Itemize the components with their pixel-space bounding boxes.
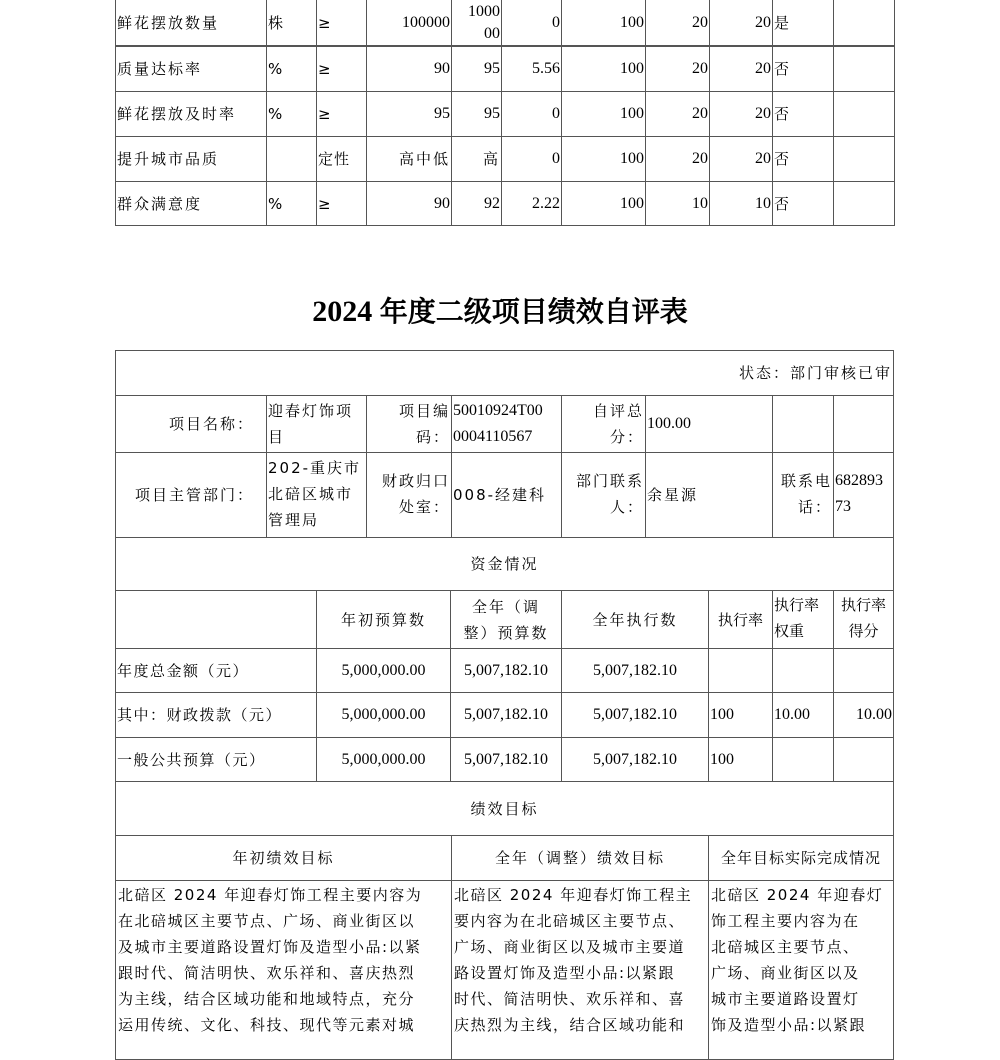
funds-label-text: 其中：财政拨款（元）: [117, 706, 283, 724]
indicator-score-text: 20: [755, 105, 771, 122]
funds-initial-text: 5,000,000.00: [341, 706, 426, 723]
funds-executed: [561, 648, 709, 693]
funds-score: [833, 737, 894, 782]
goal-text-line: 北碚区 2024 年迎春灯饰工程主要内容为: [118, 886, 423, 904]
status-row: [115, 350, 894, 396]
goal-text-line: 饰工程主要内容为在: [711, 912, 860, 930]
indicator-unit-text: 株: [268, 13, 285, 32]
funds-adjusted-text: 5,007,182.10: [464, 750, 548, 768]
funds-rate: [708, 692, 773, 738]
phone-label: 联系电 话：: [772, 452, 834, 538]
self-score-label: 自评总 分：: [561, 395, 646, 453]
indicator-operator: [316, 91, 367, 137]
indicator-deviation-text: 2.22: [532, 194, 560, 212]
indicator-score: [709, 0, 773, 46]
goals-section-title: 绩效目标: [115, 781, 894, 836]
indicator-operator-text: ≥: [318, 105, 332, 123]
funds-initial: [316, 648, 451, 693]
indicator-score-base: [561, 91, 646, 137]
indicator-score: [709, 91, 773, 137]
indicator-weight: [645, 181, 710, 226]
page-title: [0, 290, 1000, 330]
indicator-unit: [266, 46, 317, 92]
indicator-score-base-text: 100: [620, 60, 644, 77]
indicator-score: [709, 46, 773, 92]
indicator-unit-text: %: [268, 60, 284, 78]
indicator-operator: [316, 0, 367, 46]
indicator-operator-text: ≥: [318, 13, 332, 32]
funds-adjusted-text: 5,007,182.10: [464, 706, 548, 723]
indicator-score-base: [561, 136, 646, 182]
indicator-operator-text: ≥: [318, 60, 332, 78]
goal-text-line: 广场、商业街区以及: [711, 964, 860, 982]
funds-initial-text: 5,000,000.00: [341, 661, 426, 679]
funds-executed-text: 5,007,182.10: [593, 661, 677, 679]
empty-cell: [833, 395, 894, 453]
funds-weight: [772, 692, 834, 738]
goal-text-line: 饰及造型小品:以紧跟: [711, 1016, 867, 1034]
goal-text-line: 北碚区 2024 年迎春灯饰工程主: [454, 886, 693, 904]
indicator-operator-text: 定性: [318, 150, 351, 168]
indicator-actual-text: 高: [482, 150, 500, 168]
indicator-actual: [451, 0, 502, 46]
indicator-score: [709, 136, 773, 182]
indicator-actual-line: 00: [484, 25, 500, 42]
indicator-score-text: 20: [755, 13, 771, 31]
indicator-weight-text: 20: [692, 13, 708, 31]
indicator-flag-text: 是: [774, 13, 792, 32]
indicator-unit-text: %: [268, 105, 284, 123]
goal-text-line: 北碚城区主要节点、: [711, 938, 860, 956]
indicator-deviation: [501, 91, 562, 137]
indicator-name-text: 群众满意度: [117, 194, 203, 213]
funds-initial: [316, 737, 451, 782]
funds-header-blank: [115, 590, 317, 649]
goals-actual-text: [708, 880, 894, 1060]
funds-weight: [772, 648, 834, 693]
contact-value: 余星源: [645, 452, 773, 538]
indicator-flag-text: 否: [774, 60, 792, 78]
indicator-score-text: 10: [755, 194, 771, 212]
indicator-target: [366, 46, 452, 92]
indicator-flag: [772, 0, 834, 46]
funds-rate-text: 100: [710, 750, 734, 768]
goals-adjusted-text: [451, 880, 709, 1060]
goal-text-line: 广场、商业街区以及城市主要道: [454, 938, 686, 956]
indicator-score: [709, 181, 773, 226]
indicator-actual: [451, 91, 502, 137]
indicator-unit: [266, 91, 317, 137]
goals-header-adjusted: 全年（调整）绩效目标: [451, 835, 709, 881]
indicator-score-base: [561, 46, 646, 92]
indicator-deviation: [501, 46, 562, 92]
self-score-value: 100.00: [645, 395, 773, 453]
indicator-target-text: 90: [434, 194, 450, 212]
indicator-actual: [451, 181, 502, 226]
funds-label: [115, 737, 317, 782]
funds-adjusted-text: 5,007,182.10: [464, 661, 548, 679]
project-code-label: 项目编 码：: [366, 395, 452, 453]
funds-score: [833, 692, 894, 738]
funds-executed-text: 5,007,182.10: [593, 706, 677, 723]
indicator-weight: [645, 0, 710, 46]
indicator-score-text: 20: [755, 60, 771, 77]
funds-weight: [772, 737, 834, 782]
indicator-name-text: 鲜花摆放数量: [117, 13, 220, 32]
project-name-label: 项目名称：: [115, 395, 267, 453]
funds-header-adjusted: 全年（调 整）预算数: [450, 590, 562, 649]
indicator-operator-text: ≥: [318, 194, 332, 213]
indicator-flag-text: 否: [774, 105, 792, 123]
indicator-name: [115, 136, 267, 182]
goal-text-line: 北碚区 2024 年迎春灯: [711, 886, 884, 904]
indicator-score-base-text: 100: [620, 105, 644, 122]
indicator-target: [366, 136, 452, 182]
goals-header-initial: 年初绩效目标: [115, 835, 452, 881]
indicator-score-text: 20: [755, 150, 771, 167]
funds-header-rate: 执行率: [708, 590, 773, 649]
indicator-name-text: 鲜花摆放及时率: [117, 105, 237, 123]
contact-label: 部门联系 人：: [561, 452, 646, 538]
indicator-name: [115, 0, 267, 46]
goals-header-actual: 全年目标实际完成情况: [708, 835, 894, 881]
funds-label-text: 一般公共预算（元）: [117, 750, 266, 769]
indicator-actual-text: 92: [484, 194, 500, 212]
indicator-weight-text: 20: [692, 105, 708, 122]
indicator-deviation-text: 5.56: [532, 60, 560, 77]
indicator-note: [833, 181, 895, 226]
indicator-score-base-text: 100: [620, 194, 644, 212]
dept-label: 项目主管部门：: [115, 452, 267, 538]
indicator-weight-text: 20: [692, 60, 708, 77]
funds-executed-text: 5,007,182.10: [593, 750, 677, 768]
funds-section-title: 资金情况: [115, 537, 894, 591]
funds-label: [115, 692, 317, 738]
phone-value: 682893 73: [833, 452, 894, 538]
funds-adjusted: [450, 737, 562, 782]
indicator-score-base: [561, 181, 646, 226]
indicator-name-text: 提升城市品质: [117, 150, 220, 168]
indicator-actual: [451, 46, 502, 92]
indicator-score-base-text: 100: [620, 150, 644, 167]
indicator-operator: [316, 181, 367, 226]
indicator-weight: [645, 91, 710, 137]
indicator-unit: [266, 181, 317, 226]
funds-score: [833, 648, 894, 693]
funds-label-text: 年度总金额（元）: [117, 661, 250, 680]
indicator-target: [366, 0, 452, 46]
funds-weight-text: 10.00: [774, 706, 810, 723]
funds-initial: [316, 692, 451, 738]
indicator-name-text: 质量达标率: [117, 60, 203, 78]
indicator-target-text: 100000: [402, 13, 450, 31]
goal-text-line: 庆热烈为主线，结合区域功能和: [454, 1016, 686, 1034]
project-name-value: 迎春灯饰项 目: [266, 395, 367, 453]
goal-text-line: 及城市主要道路设置灯饰及造型小品:以紧: [118, 938, 422, 956]
goal-text-line: 在北碚城区主要节点、广场、商业街区以: [118, 912, 416, 930]
indicator-deviation: [501, 136, 562, 182]
funds-header-score: 执行率 得分: [833, 590, 894, 649]
indicator-deviation-text: 0: [552, 150, 560, 167]
project-code-value: 50010924T00 0004110567: [451, 395, 562, 453]
indicator-weight-text: 20: [692, 150, 708, 167]
indicator-flag-text: 否: [774, 194, 792, 213]
funds-executed: [561, 692, 709, 738]
indicator-deviation-text: 0: [552, 13, 560, 31]
indicator-target: [366, 91, 452, 137]
indicator-weight: [645, 136, 710, 182]
goal-text-line: 跟时代、简洁明快、欢乐祥和、喜庆热烈: [118, 964, 416, 982]
indicator-actual: [451, 136, 502, 182]
indicator-flag: [772, 181, 834, 226]
goal-text-line: 城市主要道路设置灯: [711, 990, 860, 1008]
indicator-score-base: [561, 0, 646, 46]
indicator-flag: [772, 46, 834, 92]
title-year: 2024: [312, 295, 373, 328]
funds-adjusted: [450, 648, 562, 693]
goal-text-line: 时代、简洁明快、欢乐祥和、喜: [454, 990, 686, 1008]
indicator-target-text: 高中低: [398, 150, 450, 168]
indicator-unit: [266, 0, 317, 46]
indicator-name: [115, 181, 267, 226]
indicator-operator: [316, 136, 367, 182]
goal-text-line: 要内容为在北碚城区主要节点、: [454, 912, 686, 930]
indicator-name: [115, 46, 267, 92]
indicator-unit-text: %: [268, 194, 284, 213]
funds-rate-text: 100: [710, 706, 734, 723]
funds-executed: [561, 737, 709, 782]
goal-text-line: 运用传统、文化、科技、现代等元素对城: [118, 1016, 416, 1034]
finance-dept-value: 008-经建科: [451, 452, 562, 538]
goals-initial-text: [115, 880, 452, 1060]
indicator-deviation-text: 0: [552, 105, 560, 122]
empty-cell: [772, 395, 834, 453]
funds-header-initial: 年初预算数: [316, 590, 451, 649]
indicator-deviation: [501, 181, 562, 226]
status-text: 状态：部门审核已审: [738, 364, 892, 382]
indicator-score-base-text: 100: [620, 13, 644, 31]
funds-label: [115, 648, 317, 693]
funds-rate: [708, 648, 773, 693]
indicator-weight: [645, 46, 710, 92]
indicator-target-text: 90: [434, 60, 450, 77]
finance-dept-label: 财政归口 处室：: [366, 452, 452, 538]
indicator-note: [833, 0, 895, 46]
indicator-target: [366, 181, 452, 226]
indicator-weight-text: 10: [692, 194, 708, 212]
funds-rate: [708, 737, 773, 782]
funds-score-text: 10.00: [856, 706, 892, 723]
indicator-note: [833, 136, 895, 182]
indicator-flag: [772, 136, 834, 182]
indicator-unit: [266, 136, 317, 182]
title-text: 年度二级项目绩效自评表: [379, 295, 688, 328]
goal-text-line: 路设置灯饰及造型小品:以紧跟: [454, 964, 676, 982]
indicator-actual-line: 1000: [468, 3, 500, 20]
indicator-flag: [772, 91, 834, 137]
indicator-target-text: 95: [434, 105, 450, 122]
funds-header-weight: 执行率 权重: [772, 590, 834, 649]
indicator-flag-text: 否: [774, 150, 792, 168]
indicator-actual-text: 95: [484, 60, 500, 77]
goal-text-line: 为主线，结合区域功能和地域特点，充分: [118, 990, 416, 1008]
funds-header-executed: 全年执行数: [561, 590, 709, 649]
funds-adjusted: [450, 692, 562, 738]
indicator-note: [833, 46, 895, 92]
indicator-operator: [316, 46, 367, 92]
dept-value: 202-重庆市 北碚区城市 管理局: [266, 452, 367, 538]
indicator-note: [833, 91, 895, 137]
indicator-actual-text: 95: [484, 105, 500, 122]
indicator-deviation: [501, 0, 562, 46]
indicator-name: [115, 91, 267, 137]
funds-initial-text: 5,000,000.00: [341, 750, 426, 768]
